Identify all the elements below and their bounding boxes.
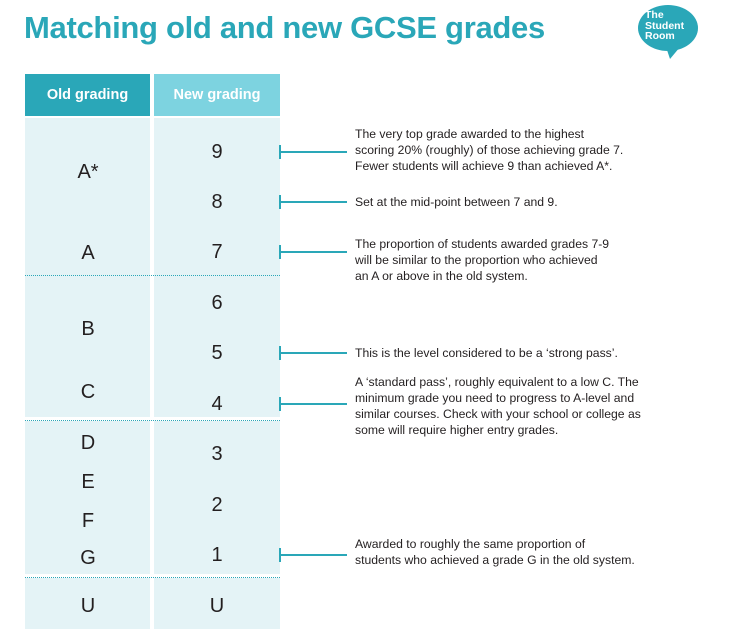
new-grade-9: 9 bbox=[211, 141, 223, 163]
new-grading-header: New grading bbox=[154, 74, 280, 116]
new-grade-4: 4 bbox=[211, 393, 223, 415]
new-grade-1: 1 bbox=[211, 544, 223, 566]
old-grade-f: F bbox=[81, 510, 95, 532]
note-connector bbox=[279, 397, 347, 411]
old-grade-u: U bbox=[80, 595, 96, 617]
new-grade-5: 5 bbox=[211, 342, 223, 364]
note-connector bbox=[279, 346, 347, 360]
new-grade-2: 2 bbox=[211, 494, 223, 516]
old-grade-a-star: A* bbox=[77, 161, 99, 183]
old-grade-d: D bbox=[80, 432, 96, 454]
note-grade-9: The very top grade awarded to the highest scoring 20% (roughly) of those achieving grade 7. Fewer students will achieve 9 than achieved A*. bbox=[355, 127, 624, 173]
old-grading-header: Old grading bbox=[25, 74, 150, 116]
note-grade-1: Awarded to roughly the same proportion of students who achieved a grade G in the old system. bbox=[355, 537, 635, 567]
new-grade-u: U bbox=[209, 595, 225, 617]
logo-line-3: Room bbox=[645, 30, 675, 42]
new-grade-3: 3 bbox=[211, 443, 223, 465]
note-connector bbox=[279, 245, 347, 259]
note-grade-4: A ‘standard pass’, roughly equivalent to a low C. The minimum grade you need to progress to A-level and similar courses. Check with your school or college as some will require higher entry grades. bbox=[355, 375, 641, 437]
note-grade-7: The proportion of students awarded grades 7-9 will be similar to the proportion who achieved an A or above in the old system. bbox=[355, 237, 610, 283]
page-title: Matching old and new GCSE grades bbox=[24, 10, 545, 45]
the-student-room-logo bbox=[636, 3, 700, 59]
old-grade-b: B bbox=[81, 318, 95, 340]
new-grade-6: 6 bbox=[211, 292, 223, 314]
new-grade-8: 8 bbox=[211, 191, 223, 213]
band-divider bbox=[25, 275, 280, 276]
new-grade-7: 7 bbox=[211, 241, 223, 263]
old-grade-e: E bbox=[81, 471, 95, 493]
band-divider bbox=[25, 577, 280, 578]
note-connector bbox=[279, 145, 347, 159]
header-gap bbox=[25, 116, 280, 118]
note-connector bbox=[279, 548, 347, 562]
band-divider bbox=[25, 420, 280, 421]
note-grade-5: This is the level considered to be a ‘strong pass’. bbox=[355, 346, 618, 360]
note-grade-8: Set at the mid-point between 7 and 9. bbox=[355, 195, 558, 209]
logo-line-2: Student bbox=[645, 19, 685, 32]
note-connector bbox=[279, 195, 347, 209]
old-grade-g: G bbox=[80, 547, 96, 569]
logo-line-1: The bbox=[645, 9, 664, 21]
old-grade-c: C bbox=[80, 381, 96, 403]
old-grade-a: A bbox=[81, 242, 95, 264]
